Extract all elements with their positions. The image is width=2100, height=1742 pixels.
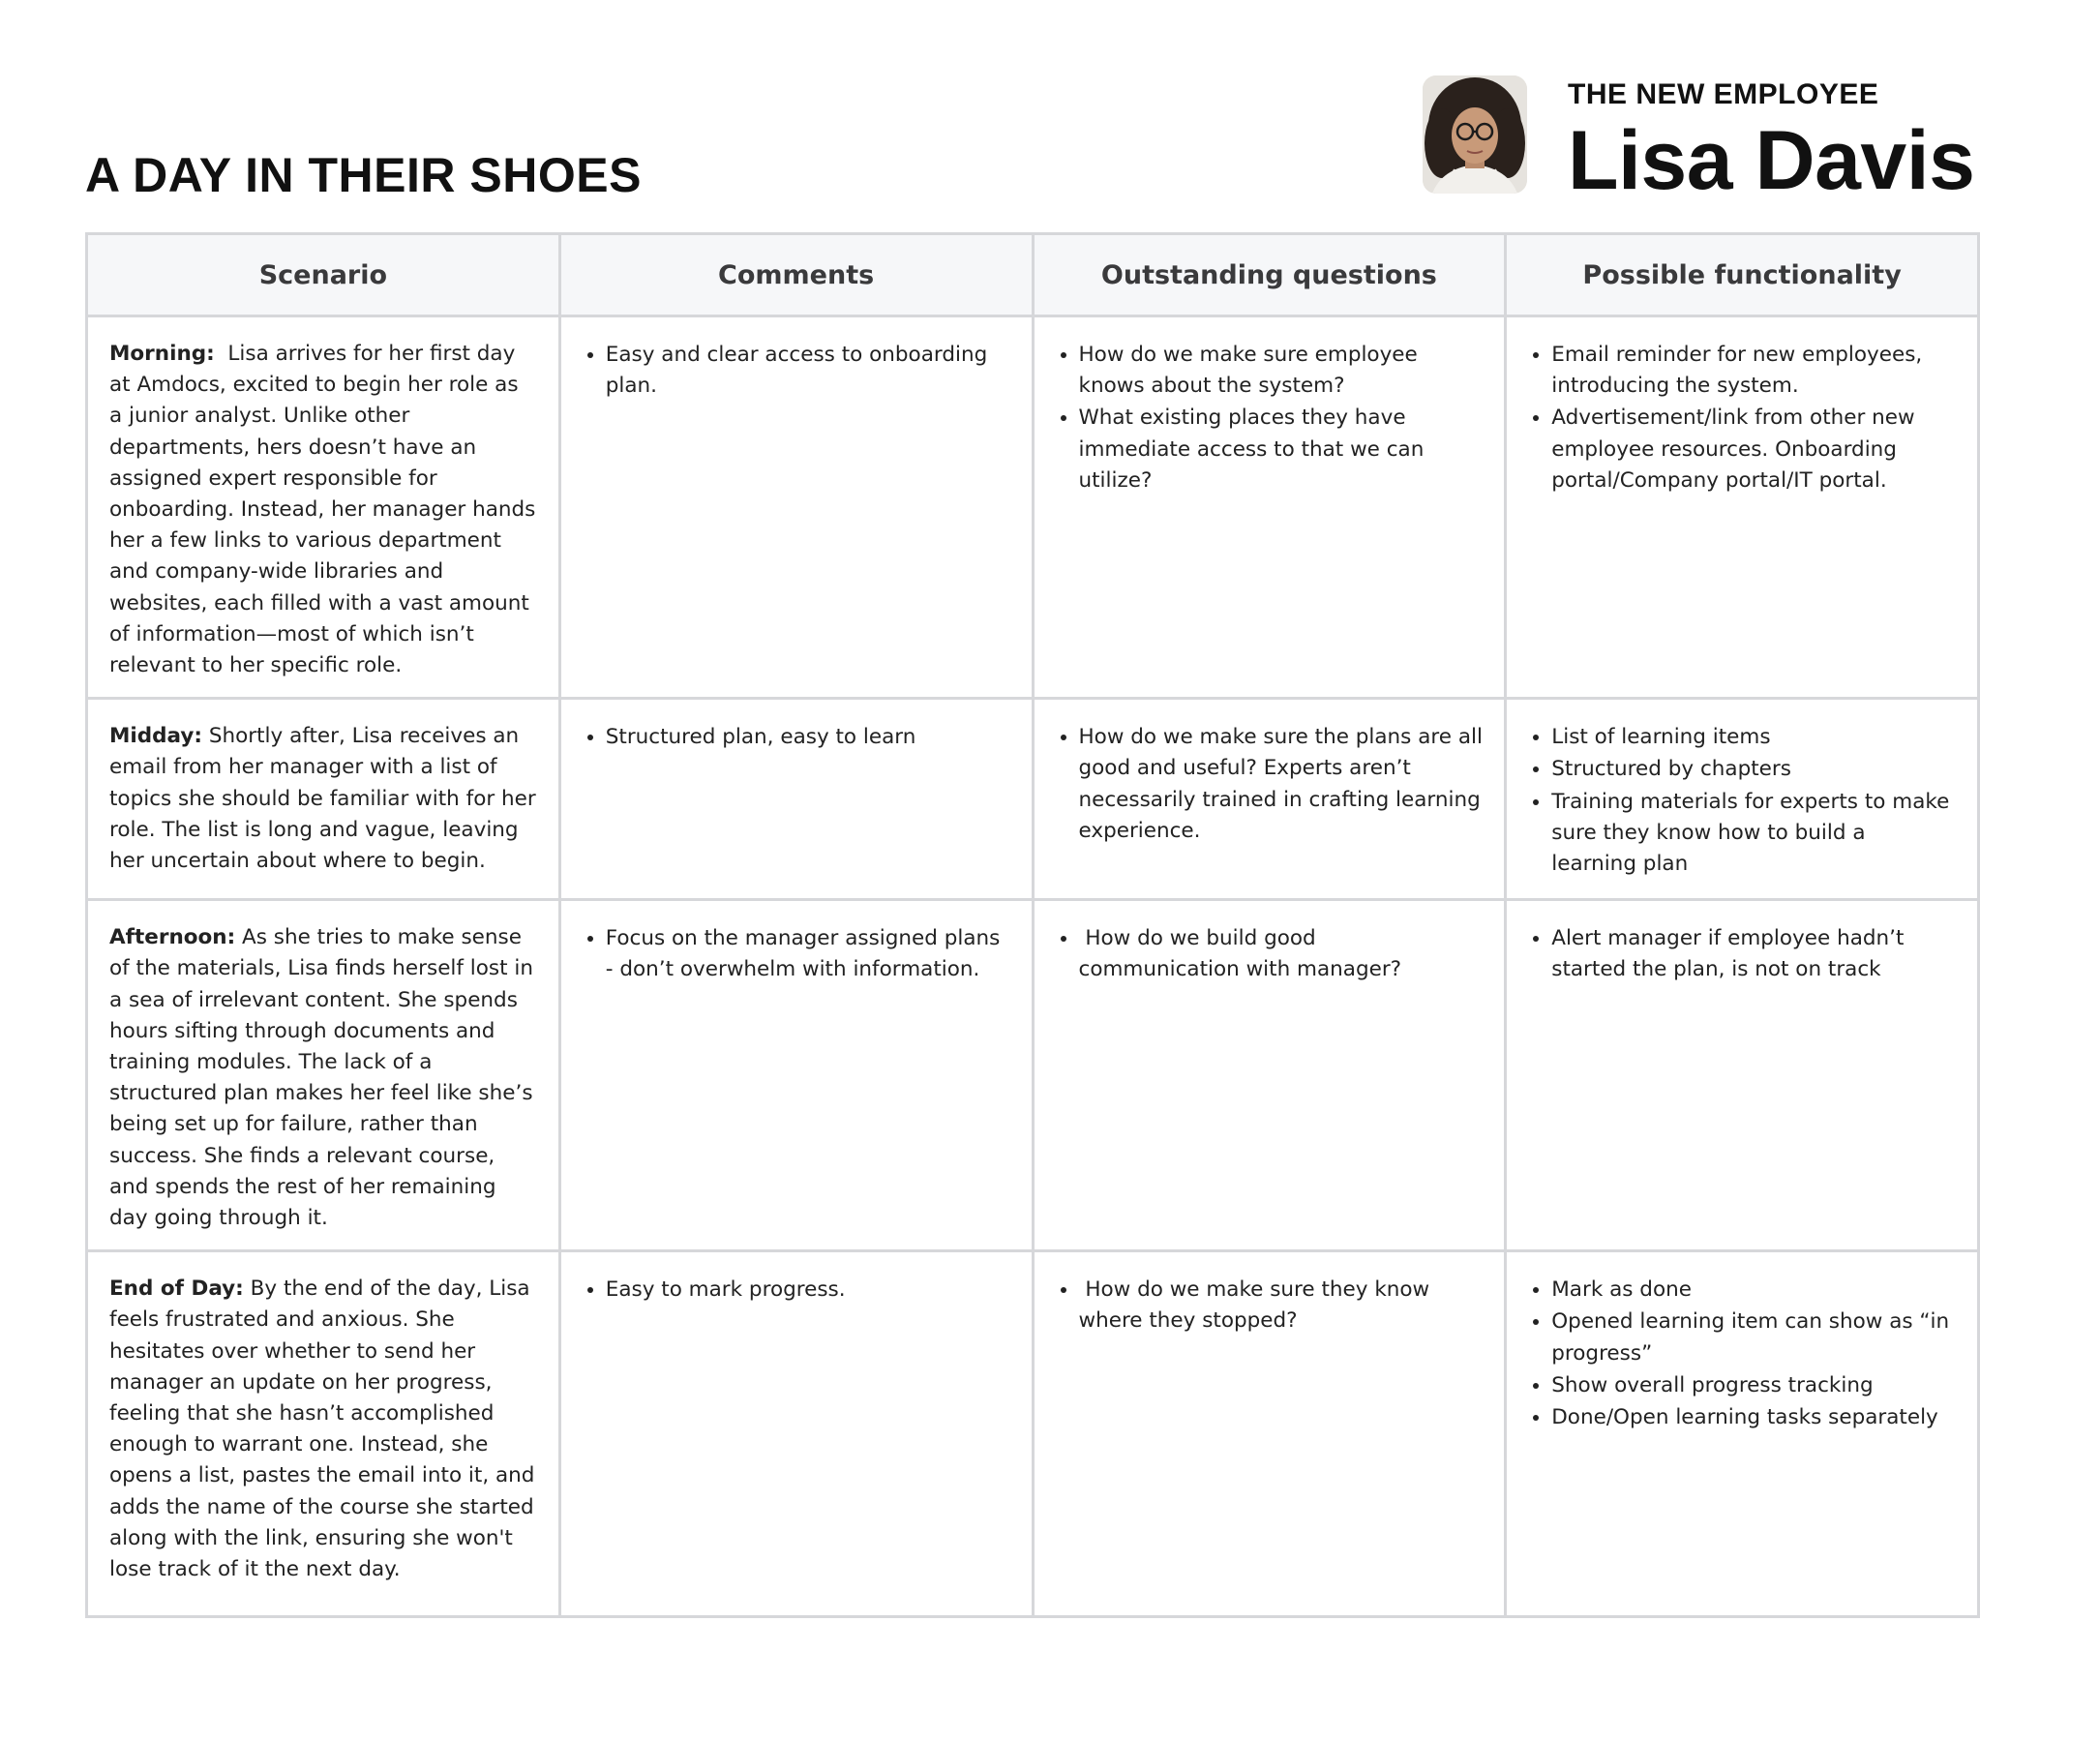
scenario-label: Midday: — [109, 724, 203, 749]
comment-item: • Focus on the manager assigned plans - don’t overwhelm with information. — [606, 922, 1010, 985]
question-cell-list — [1056, 1274, 1484, 1337]
functionality-cell-list — [1528, 339, 1956, 496]
header-scenario: Scenario — [87, 234, 560, 316]
persona-role: THE NEW EMPLOYEE — [1568, 78, 1879, 110]
comment-item: • Easy and clear access to onboarding plan. — [606, 339, 1010, 402]
scenario-label: End of Day: — [109, 1276, 244, 1302]
question-cell — [1033, 900, 1506, 1251]
table-row — [87, 1251, 1979, 1617]
comment-item: • Easy to mark progress. — [606, 1274, 1010, 1306]
scenario-text: Lisa arrives for her first day at Amdocs, excited to begin her role as a junior analyst. Unlike other departments, hers doesn’t have an assigned expert responsible for onboarding. Instead, her manager hands her a few links to various department and company-wide libraries and websites, each filled with a vast amount of information—most of which isn’t relevant to her specific role. — [109, 342, 543, 678]
question-item: • How do we build good communication with manager? — [1079, 922, 1484, 985]
table-row — [87, 900, 1979, 1251]
question-item: • How do we make sure they know where they stopped? — [1079, 1274, 1484, 1337]
scenario-cell — [87, 1251, 560, 1617]
functionality-item: • List of learning items — [1551, 721, 1956, 753]
comment-cell-list — [583, 339, 1010, 402]
functionality-cell-list — [1528, 721, 1956, 880]
comment-cell — [559, 900, 1033, 1251]
table-header-row — [87, 234, 1979, 316]
comment-cell — [559, 1251, 1033, 1617]
functionality-item: • Mark as done — [1551, 1274, 1956, 1306]
scenario-table — [85, 232, 1980, 1618]
functionality-item: • Show overall progress tracking — [1551, 1369, 1956, 1401]
functionality-cell — [1506, 900, 1979, 1251]
page-title: A DAY IN THEIR SHOES — [85, 148, 642, 202]
question-cell — [1033, 1251, 1506, 1617]
comment-cell-list — [583, 922, 1010, 985]
functionality-item: • Email reminder for new employees, introducing the system. — [1551, 339, 1956, 402]
question-cell — [1033, 699, 1506, 900]
question-cell-list — [1056, 922, 1484, 985]
question-item: • What existing places they have immediate access to that we can utilize? — [1079, 402, 1484, 496]
question-cell — [1033, 316, 1506, 699]
scenario-text: Shortly after, Lisa receives an email from her manager with a list of topics she should be familiar with for her role. The list is long and vague, leaving her uncertain about where to begin. — [109, 724, 543, 874]
header-possible-functionality: Possible functionality — [1506, 234, 1979, 316]
functionality-item: • Advertisement/link from other new employee resources. Onboarding portal/Company portal/IT portal. — [1551, 402, 1956, 496]
header-comments: Comments — [559, 234, 1033, 316]
comment-cell — [559, 316, 1033, 699]
header-outstanding-questions: Outstanding questions — [1033, 234, 1506, 316]
scenario-cell — [87, 900, 560, 1251]
scenario-text: By the end of the day, Lisa feels frustrated and anxious. She hesitates over whether to send her manager an update on her progress, feeling that she hasn’t accomplished enough to warrant one. Instead, she opens a list, pastes the email into it, and adds the name of the course she started along with the link, ensuring she won't lose track of it the next day. — [109, 1276, 542, 1582]
table-row — [87, 316, 1979, 699]
scenario-label: Afternoon: — [109, 925, 236, 950]
functionality-cell-list — [1528, 1274, 1956, 1433]
comment-cell — [559, 699, 1033, 900]
avatar — [1423, 75, 1527, 194]
persona-name: Lisa Davis — [1568, 114, 1975, 207]
scenario-cell — [87, 699, 560, 900]
functionality-item: • Training materials for experts to make sure they know how to build a learning plan — [1551, 786, 1956, 881]
question-cell-list — [1056, 339, 1484, 496]
functionality-item: • Alert manager if employee hadn’t started the plan, is not on track — [1551, 922, 1956, 985]
comment-cell-list — [583, 1274, 1010, 1306]
question-cell-list — [1056, 721, 1489, 847]
question-item: • How do we make sure the plans are all good and useful? Experts aren’t necessarily trained in crafting learning experience. — [1079, 721, 1484, 847]
functionality-cell-list — [1528, 922, 1956, 985]
scenario-text: As she tries to make sense of the materials, Lisa finds herself lost in a sea of irrelevant content. She spends hours sifting through documents and training modules. The lack of a structured plan makes her feel like she’s being set up for failure, rather than success. She finds a relevant course, and spends the rest of her remaining day going through it. — [109, 925, 540, 1231]
functionality-cell — [1506, 1251, 1979, 1617]
table-row — [87, 699, 1979, 900]
functionality-item: • Done/Open learning tasks separately — [1551, 1401, 1956, 1433]
functionality-cell — [1506, 699, 1979, 900]
question-item: • How do we make sure employee knows about the system? — [1079, 339, 1484, 402]
functionality-cell — [1506, 316, 1979, 699]
comment-item: • Structured plan, easy to learn — [606, 721, 1010, 753]
comment-cell-list — [583, 721, 1010, 753]
functionality-item: • Structured by chapters — [1551, 753, 1956, 785]
scenario-cell — [87, 316, 560, 699]
functionality-item: • Opened learning item can show as “in progress” — [1551, 1306, 1956, 1368]
scenario-label: Morning: — [109, 342, 215, 366]
persona-header — [1423, 75, 1974, 207]
